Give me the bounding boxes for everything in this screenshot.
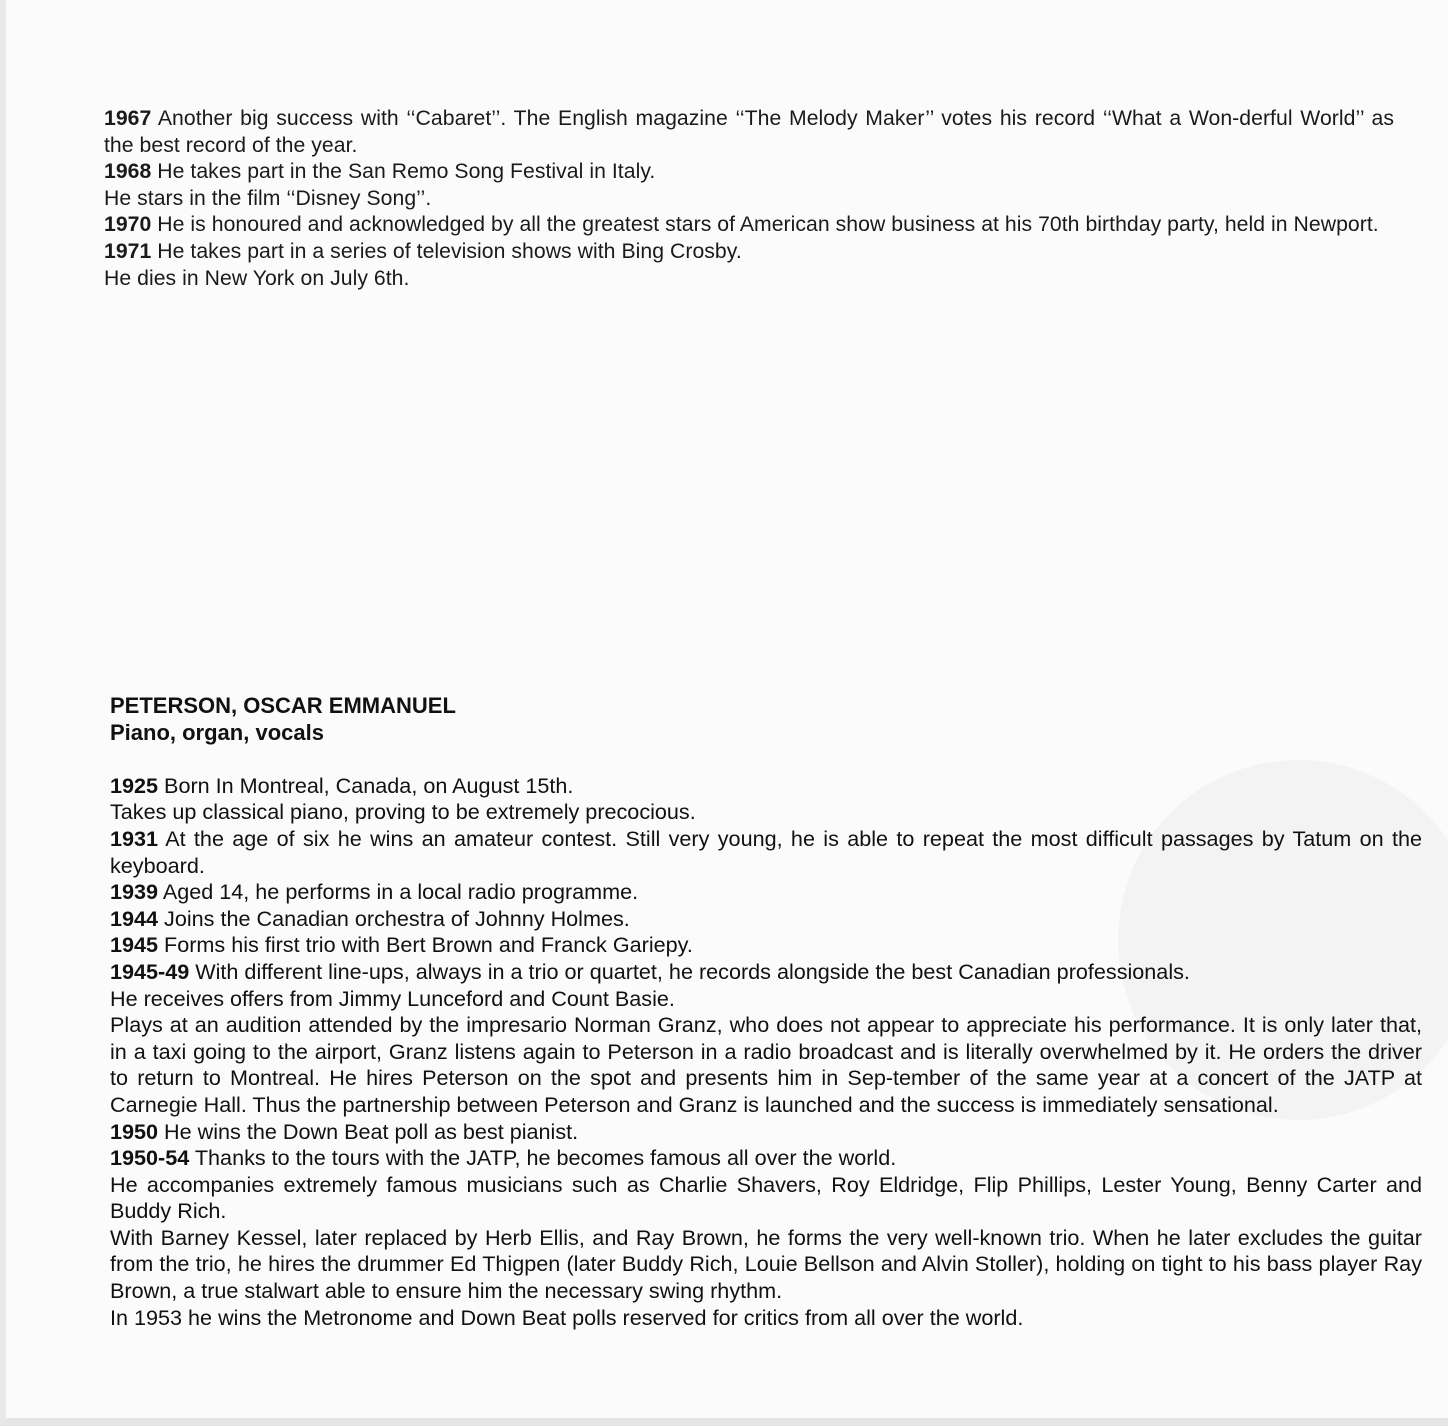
entry-continuation: [110, 1012, 1422, 1118]
entry-continuation: [104, 186, 1394, 213]
entry-text: Joins the Canadian orchestra of Johnny Holmes.: [158, 905, 630, 931]
entry-continuation: [104, 266, 1394, 293]
entry-1945: [110, 932, 1422, 959]
entry-text: Plays at an audition attended by the impresario Norman Granz, who does not appear to appreciate his performance. It is only later that, in a taxi going to the airport, Granz listens again to Peterson in a radio broadcast and is literally overwhelmed by it. He orders the driver to return to Montreal. He hires Peterson on the spot and presents him in Sep-tember of the same year at a concert of the JATP at Carnegie Hall. Thus the partnership between Peterson and Granz is launched and the success is immediately sensational.: [110, 1012, 1422, 1117]
entry-1931: [110, 826, 1422, 879]
entry-year: 1950: [110, 1118, 159, 1144]
spacer: [110, 746, 1422, 773]
entry-continuation: [110, 1305, 1422, 1332]
entry-text: Born In Montreal, Canada, on August 15th.: [158, 772, 574, 798]
entry-year: 1945-49: [110, 958, 190, 984]
entry-1950: [110, 1119, 1422, 1146]
entry-1968: [104, 159, 1394, 186]
entry-text: Thanks to the tours with the JATP, he becomes famous all over the world.: [189, 1145, 897, 1171]
entry-year: 1931: [110, 825, 159, 851]
entry-text: He stars in the film ‘‘Disney Song’’.: [104, 186, 432, 210]
entry-continuation: [110, 1225, 1422, 1305]
entry-text: Forms his first trio with Bert Brown and Franck Gariepy.: [158, 932, 693, 958]
entry-text: He wins the Down Beat poll as best pianist.: [158, 1118, 579, 1144]
entry-text: He accompanies extremely famous musicians such as Charlie Shavers, Roy Eldridge, Flip Phillips, Lester Young, Benny Carter and Buddy Rich.: [110, 1171, 1422, 1224]
entry-1950-54: [110, 1145, 1422, 1172]
entry-1970: [104, 212, 1394, 239]
entry-year: 1945: [110, 932, 159, 958]
entry-year: 1939: [110, 879, 159, 905]
entry-text: Takes up classical piano, proving to be extremely precocious.: [110, 799, 696, 825]
entry-text: He takes part in the San Remo Song Festival in Italy.: [151, 160, 656, 184]
entry-text: He receives offers from Jimmy Lunceford and Count Basie.: [110, 985, 675, 1011]
entry-year: 1925: [110, 772, 159, 798]
entry-text: With Barney Kessel, later replaced by Herb Ellis, and Ray Brown, he forms the very well-known trio. When he later excludes the guitar from the trio, he hires the drummer Ed Thigpen (later Buddy Rich, Louie Bellson and Alvin Stoller), holding on tight to his bass player Ray Brown, a true stalwart able to ensure him the necessary swing rhythm.: [110, 1224, 1422, 1304]
entry-year: 1971: [104, 239, 152, 263]
entry-text: With different line-ups, always in a trio or quartet, he records alongside the best Canadian professionals.: [189, 958, 1190, 984]
entry-1939: [110, 879, 1422, 906]
entry-1967: [104, 106, 1394, 159]
entry-1925: [110, 773, 1422, 800]
entry-1971: [104, 239, 1394, 266]
entry-year: 1970: [104, 213, 152, 237]
entry-text: Aged 14, he performs in a local radio programme.: [158, 879, 639, 905]
entry-text: He dies in New York on July 6th.: [104, 266, 410, 290]
entry-year: 1968: [104, 160, 152, 184]
entry-year: 1950-54: [110, 1145, 190, 1171]
entry-1945-49: [110, 959, 1422, 986]
entry-text: Another big success with ‘‘Cabaret’’. The English magazine ‘‘The Melody Maker’’ votes his record ‘‘What a Won-derful World’’ as the best record of the year.: [104, 107, 1394, 157]
entry-continuation: [110, 799, 1422, 826]
entry-text: In 1953 he wins the Metronome and Down Beat polls reserved for critics from all over the world.: [110, 1304, 1024, 1330]
peterson-biography-section: [110, 693, 1422, 1331]
artist-name: PETERSON, OSCAR EMMANUEL: [110, 693, 456, 718]
artist-role: Piano, organ, vocals: [110, 719, 324, 745]
entry-text: At the age of six he wins an amateur contest. Still very young, he is able to repeat the most difficult passages by Tatum on the keyboard.: [110, 825, 1422, 878]
entry-text: He is honoured and acknowledged by all the greatest stars of American show business at his 70th birthday party, held in Newport.: [151, 213, 1379, 237]
entry-1944: [110, 906, 1422, 933]
entry-continuation: [110, 1172, 1422, 1225]
entry-year: 1944: [110, 905, 159, 931]
entry-text: He takes part in a series of television shows with Bing Crosby.: [151, 239, 742, 263]
entry-continuation: [110, 986, 1422, 1013]
entry-year: 1967: [104, 107, 152, 130]
previous-biography-section: [104, 106, 1394, 292]
